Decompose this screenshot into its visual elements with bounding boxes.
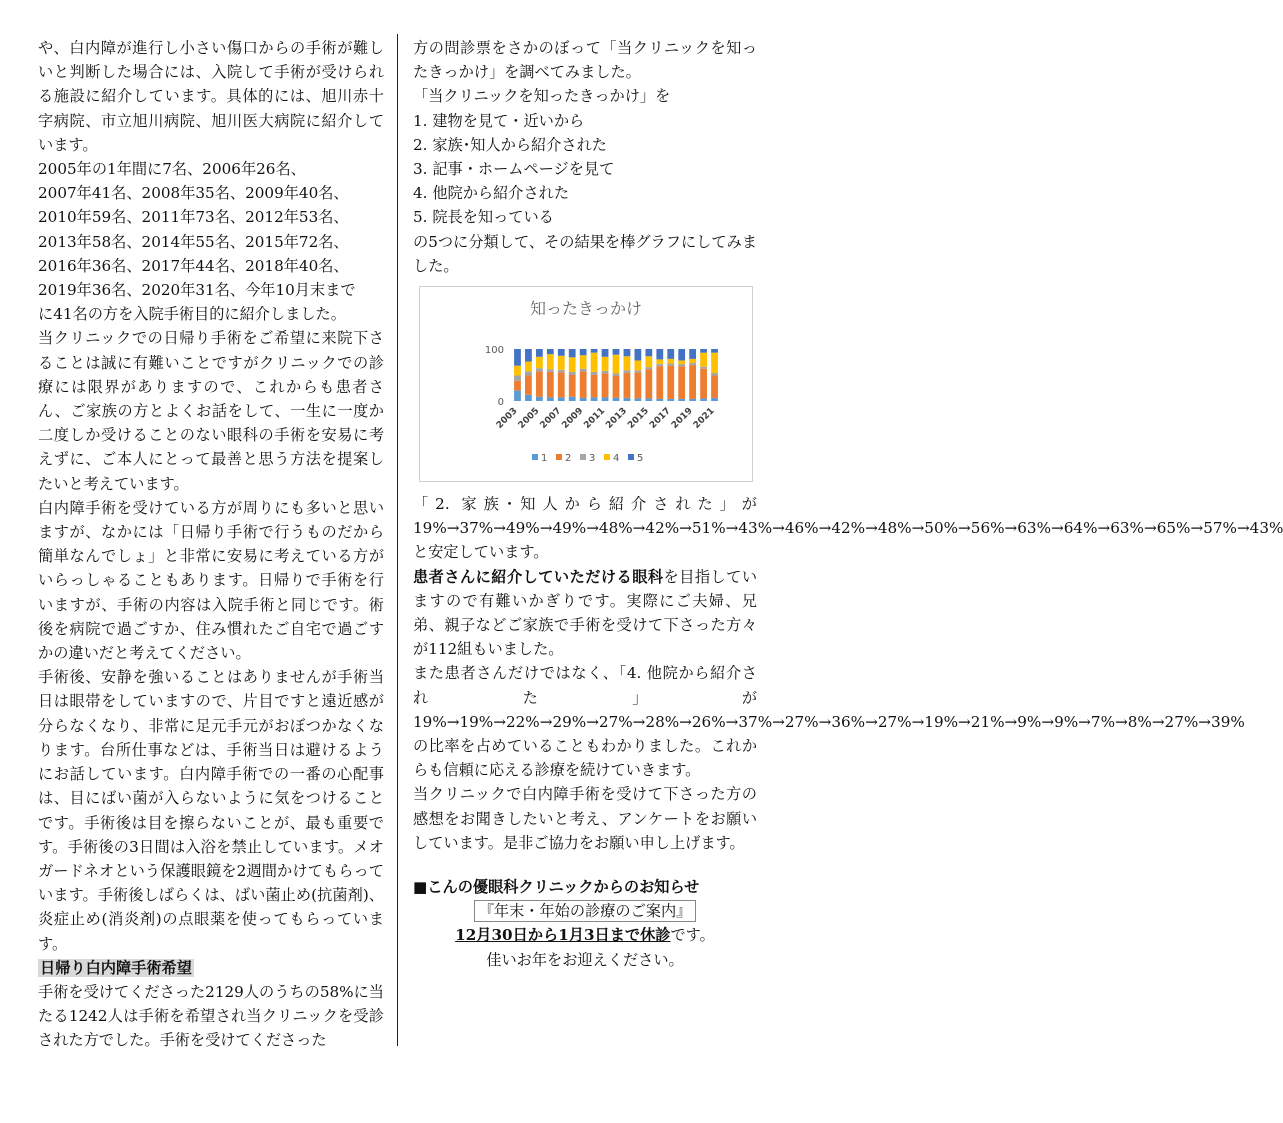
bar-segment-1 — [591, 397, 598, 401]
stats-line: 2019年36名、2020年31名、今年10月末まで — [38, 281, 356, 300]
paragraph-referral: や、白内障が進行し小さい傷口からの手術が難しいと判断した場合には、入院して手術が受けられる施設に紹介しています。具体的には、旭川赤十字病院、市立旭川病院、旭川医大病院に紹介しています。 — [38, 39, 385, 154]
bar-segment-4 — [525, 362, 532, 372]
bar-segment-5 — [558, 349, 565, 356]
bar-segment-5 — [580, 349, 587, 355]
bar-segment-2 — [656, 366, 663, 399]
paragraph-day-surgery: 当クリニックでの日帰り手術をご希望に来院下さることは誠に有難いことですがクリニックでの診療には限界がありますので、これからも患者さん、ご家族の方とよくお話をして、一生に一度か二度しか受けることのない眼科の手術を安易に考えずに、ご本人にとって最善と思う方法を提案したいと考えています。 — [38, 329, 385, 493]
list-item: 1. 建物を見て・近いから — [413, 111, 585, 130]
bar-segment-3 — [700, 367, 707, 369]
bar-segment-1 — [602, 397, 609, 401]
paragraph-survey-lead: 「当クリニックを知ったきっかけ」を — [413, 87, 671, 106]
bar-segment-4 — [514, 366, 521, 376]
x-tick-label: 2005 — [516, 406, 542, 431]
chart-canvas — [420, 287, 752, 481]
bar-segment-5 — [689, 349, 696, 359]
bar-segment-5 — [635, 349, 642, 360]
bar-segment-3 — [569, 372, 576, 375]
paragraph-surgery-stats: 手術を受けてくださった2129人のうちの58%に当たる1242人は手術を希望され当クリニックを受診された方でした。手術を受けてくださった — [38, 982, 384, 1050]
legend-swatch-1 — [532, 454, 538, 460]
right-column — [413, 36, 1283, 972]
bar-segment-2 — [678, 366, 685, 399]
bar-segment-4 — [678, 360, 685, 364]
bar-segment-2 — [525, 376, 532, 395]
stacked-bar-chart — [419, 286, 753, 482]
goal-text: を目指していますので有難いかぎりです。実際にご夫婦、兄弟、親子などご家族で手術を受けて下さった方々が112組もいました。 — [413, 567, 758, 659]
legend-label-2: 2 — [565, 453, 572, 465]
legend-swatch-3 — [580, 454, 586, 460]
stats-line: 2005年の1年間に7名、2006年26名、 — [38, 160, 306, 179]
paragraph-cataract-surgery: 白内障手術を受けている方が周りにも多いと思いますが、なかには「日帰り手術で行うものだから簡単なんでしょ」と非常に安易に考えている方がいらっしゃることもあります。日帰りで手術を行いますが、手術の内容は入院手術と同じです。術後を病院で過ごすか、住み慣れたご自宅で過ごすかの違いだと考えてください。 — [38, 498, 385, 663]
bar-segment-4 — [711, 353, 718, 373]
bar-segment-1 — [569, 397, 576, 401]
bar-segment-1 — [536, 397, 543, 401]
notice-dates-suffix: です。 — [670, 926, 715, 945]
bar-segment-2 — [558, 372, 565, 397]
notice-title: ■こんの優眼科クリニックからのお知らせ — [413, 878, 700, 897]
bar-segment-3 — [547, 369, 554, 372]
bar-segment-5 — [667, 349, 674, 359]
y-tick-label: 0 — [497, 397, 504, 409]
bar-segment-3 — [624, 370, 631, 373]
category-list — [413, 109, 757, 230]
bar-segment-3 — [613, 373, 620, 376]
bar-segment-3 — [635, 370, 642, 372]
paragraph-chart-intro: の5つに分類して、その結果を棒グラフにしてみました。 — [413, 232, 757, 275]
bar-segment-5 — [656, 349, 663, 359]
bar-segment-2 — [711, 376, 718, 398]
y-tick-label: 100 — [484, 345, 504, 357]
bar-segment-5 — [514, 349, 521, 366]
bar-segment-2 — [569, 375, 576, 397]
bar-segment-2 — [624, 373, 631, 398]
bar-segment-3 — [558, 370, 565, 373]
list-item: 4. 他院から紹介された — [413, 184, 570, 203]
left-column — [38, 36, 384, 1053]
bar-segment-2 — [536, 371, 543, 396]
bar-segment-3 — [591, 372, 598, 375]
bar-segment-2 — [689, 365, 696, 399]
bar-segment-5 — [711, 349, 718, 353]
x-tick-label: 2009 — [560, 406, 586, 431]
bar-segment-4 — [667, 359, 674, 364]
bar-segment-4 — [547, 354, 554, 369]
paragraph-postop-care: 手術後、安静を強いることはありませんが手術当日は眼帯をしていますので、片目ですと遠近感が分らなくなり、非常に足元手元がおぼつかなくなります。台所仕事などは、手術当日は避けるようにお話しています。白内障手術での一番の心配事は、目にばい菌が入らないように気をつけることです。手術後は目を擦らないことが、最も重要です。手術後の3日間は入浴を禁止しています。メオガードネオという保護眼鏡を2週間かけてもらっています。手術後しばらくは、ばい菌止め(抗菌剤)、炎症止め(消炎剤)の点眼薬を使ってもらっています。 — [38, 668, 384, 953]
bar-segment-1 — [645, 398, 652, 401]
section-heading — [38, 956, 384, 980]
bar-segment-5 — [547, 349, 554, 354]
list-item: 3. 記事・ホームページを見て — [413, 160, 615, 179]
bar-segment-1 — [667, 399, 674, 401]
bar-segment-2 — [613, 376, 620, 398]
bar-segment-3 — [667, 364, 674, 366]
list-item: 2. 家族･知人から紹介された — [413, 135, 607, 154]
bar-segment-4 — [613, 355, 620, 374]
goal-emphasis: 患者さんに紹介していただける眼科 — [413, 567, 664, 586]
bar-segment-2 — [514, 381, 521, 391]
bar-segment-2 — [591, 375, 598, 397]
legend-label-4: 4 — [613, 453, 620, 465]
bar-segment-5 — [602, 349, 609, 357]
bar-segment-5 — [700, 349, 707, 353]
bar-segment-4 — [689, 359, 696, 363]
stats-line: 2007年41名、2008年35名、2009年40名、 — [38, 184, 349, 203]
bar-segment-4 — [536, 357, 543, 368]
legend-swatch-4 — [604, 454, 610, 460]
stats-line: 2013年58名、2014年55名、2015年72名、 — [38, 232, 349, 251]
bar-segment-1 — [514, 391, 521, 401]
bar-segment-2 — [580, 371, 587, 398]
bar-segment-2 — [602, 373, 609, 397]
bar-segment-1 — [678, 399, 685, 401]
x-tick-label: 2003 — [494, 406, 520, 431]
stats-line: に41名の方を入院手術目的に紹介しました。 — [38, 305, 346, 324]
bar-segment-4 — [645, 356, 652, 367]
bar-segment-3 — [514, 376, 521, 381]
bar-segment-4 — [558, 356, 565, 370]
paragraph-goal — [413, 565, 757, 662]
notice-greeting: 佳いお年をお迎えください。 — [486, 950, 684, 969]
bar-segment-4 — [700, 353, 707, 367]
legend-label-1: 1 — [541, 453, 548, 465]
heading-day-surgery-request: 日帰り白内障手術希望 — [40, 958, 192, 977]
bar-segment-4 — [602, 357, 609, 371]
bar-segment-5 — [525, 349, 532, 361]
bar-segment-1 — [700, 398, 707, 401]
x-tick-label: 2021 — [691, 406, 717, 431]
paragraph-survey-intro: 方の問診票をさかのぼって「当クリニックを知ったきっかけ」を調べてみました。 — [413, 39, 757, 82]
notice-dates: 12月30日から1月3日まで休診 — [455, 926, 671, 945]
bar-segment-5 — [624, 349, 631, 356]
bar-segment-1 — [525, 395, 532, 401]
stats-line: 2016年36名、2017年44名、2018年40名、 — [38, 256, 349, 275]
bar-segment-4 — [656, 359, 663, 364]
bar-segment-3 — [645, 367, 652, 369]
legend-label-5: 5 — [637, 453, 644, 465]
notice-box-row — [413, 899, 757, 923]
x-tick-label: 2011 — [582, 406, 608, 431]
bar-segment-5 — [536, 349, 543, 357]
bar-segment-2 — [667, 366, 674, 399]
bar-segment-1 — [711, 398, 718, 401]
bar-segment-3 — [525, 371, 532, 375]
legend-label-3: 3 — [589, 453, 596, 465]
bar-segment-4 — [591, 353, 598, 372]
x-tick-label: 2019 — [669, 406, 695, 431]
bar-segment-4 — [580, 355, 587, 369]
paragraph-family-referral: 「2. 家族･知人から紹介された」が 19%→37%→49%→49%→48%→42%→51%→43%→46%→42%→48%→50%→56%→63%→64%→63%→65%→57%→43%と安定しています。 — [413, 495, 1283, 562]
legend-swatch-5 — [628, 454, 634, 460]
bar-segment-1 — [624, 398, 631, 401]
bar-segment-3 — [711, 373, 718, 376]
bar-segment-5 — [678, 349, 685, 360]
bar-segment-1 — [547, 397, 554, 401]
column-divider — [397, 34, 398, 1046]
bar-segment-3 — [656, 364, 663, 366]
paragraph-questionnaire: 当クリニックで白内障手術を受けて下さった方の感想をお聞きしたいと考え、アンケートをお願いしています。是非ご協力をお願い申し上げます。 — [413, 785, 757, 852]
bar-segment-4 — [635, 360, 642, 370]
notice-dates-row — [413, 923, 757, 947]
legend-swatch-2 — [556, 454, 562, 460]
bar-segment-5 — [569, 349, 576, 357]
bar-segment-1 — [558, 397, 565, 401]
bar-segment-4 — [624, 356, 631, 370]
bar-segment-1 — [656, 399, 663, 401]
x-tick-label: 2013 — [604, 406, 630, 431]
bar-segment-3 — [689, 363, 696, 365]
bar-segment-5 — [645, 349, 652, 356]
bar-segment-2 — [700, 369, 707, 399]
bar-segment-1 — [613, 398, 620, 401]
bar-segment-5 — [591, 349, 598, 353]
bar-segment-5 — [613, 349, 620, 355]
x-tick-label: 2015 — [626, 406, 651, 431]
stats-line: 2010年59名、2011年73名、2012年53名、 — [38, 208, 349, 227]
chart-title: 知ったきっかけ — [529, 299, 642, 319]
x-tick-label: 2017 — [648, 406, 673, 431]
paragraph-other-clinic: また患者さんだけではなく、「4. 他院から紹介された」が 19%→19%→22%→29%→27%→28%→26%→37%→27%→36%→27%→19%→21%→9%→9%→7%→8%→27%→39%の比率を占めていることもわかりました。これからも信頼に応える診療を続けていきます。 — [413, 664, 1245, 780]
bar-segment-2 — [635, 372, 642, 398]
bar-segment-2 — [547, 372, 554, 397]
bar-segment-2 — [645, 369, 652, 398]
bar-segment-1 — [635, 398, 642, 401]
bar-segment-1 — [580, 398, 587, 401]
list-item: 5. 院長を知っている — [413, 208, 554, 227]
notice-box: 『年末・年始の診療のご案内』 — [474, 900, 697, 922]
bar-segment-3 — [602, 371, 609, 374]
referral-stats — [38, 157, 384, 326]
bar-segment-3 — [536, 368, 543, 371]
bar-segment-4 — [569, 357, 576, 372]
bar-segment-3 — [678, 364, 685, 366]
bar-segment-1 — [689, 399, 696, 401]
bar-segment-3 — [580, 369, 587, 372]
x-tick-label: 2007 — [538, 406, 564, 431]
